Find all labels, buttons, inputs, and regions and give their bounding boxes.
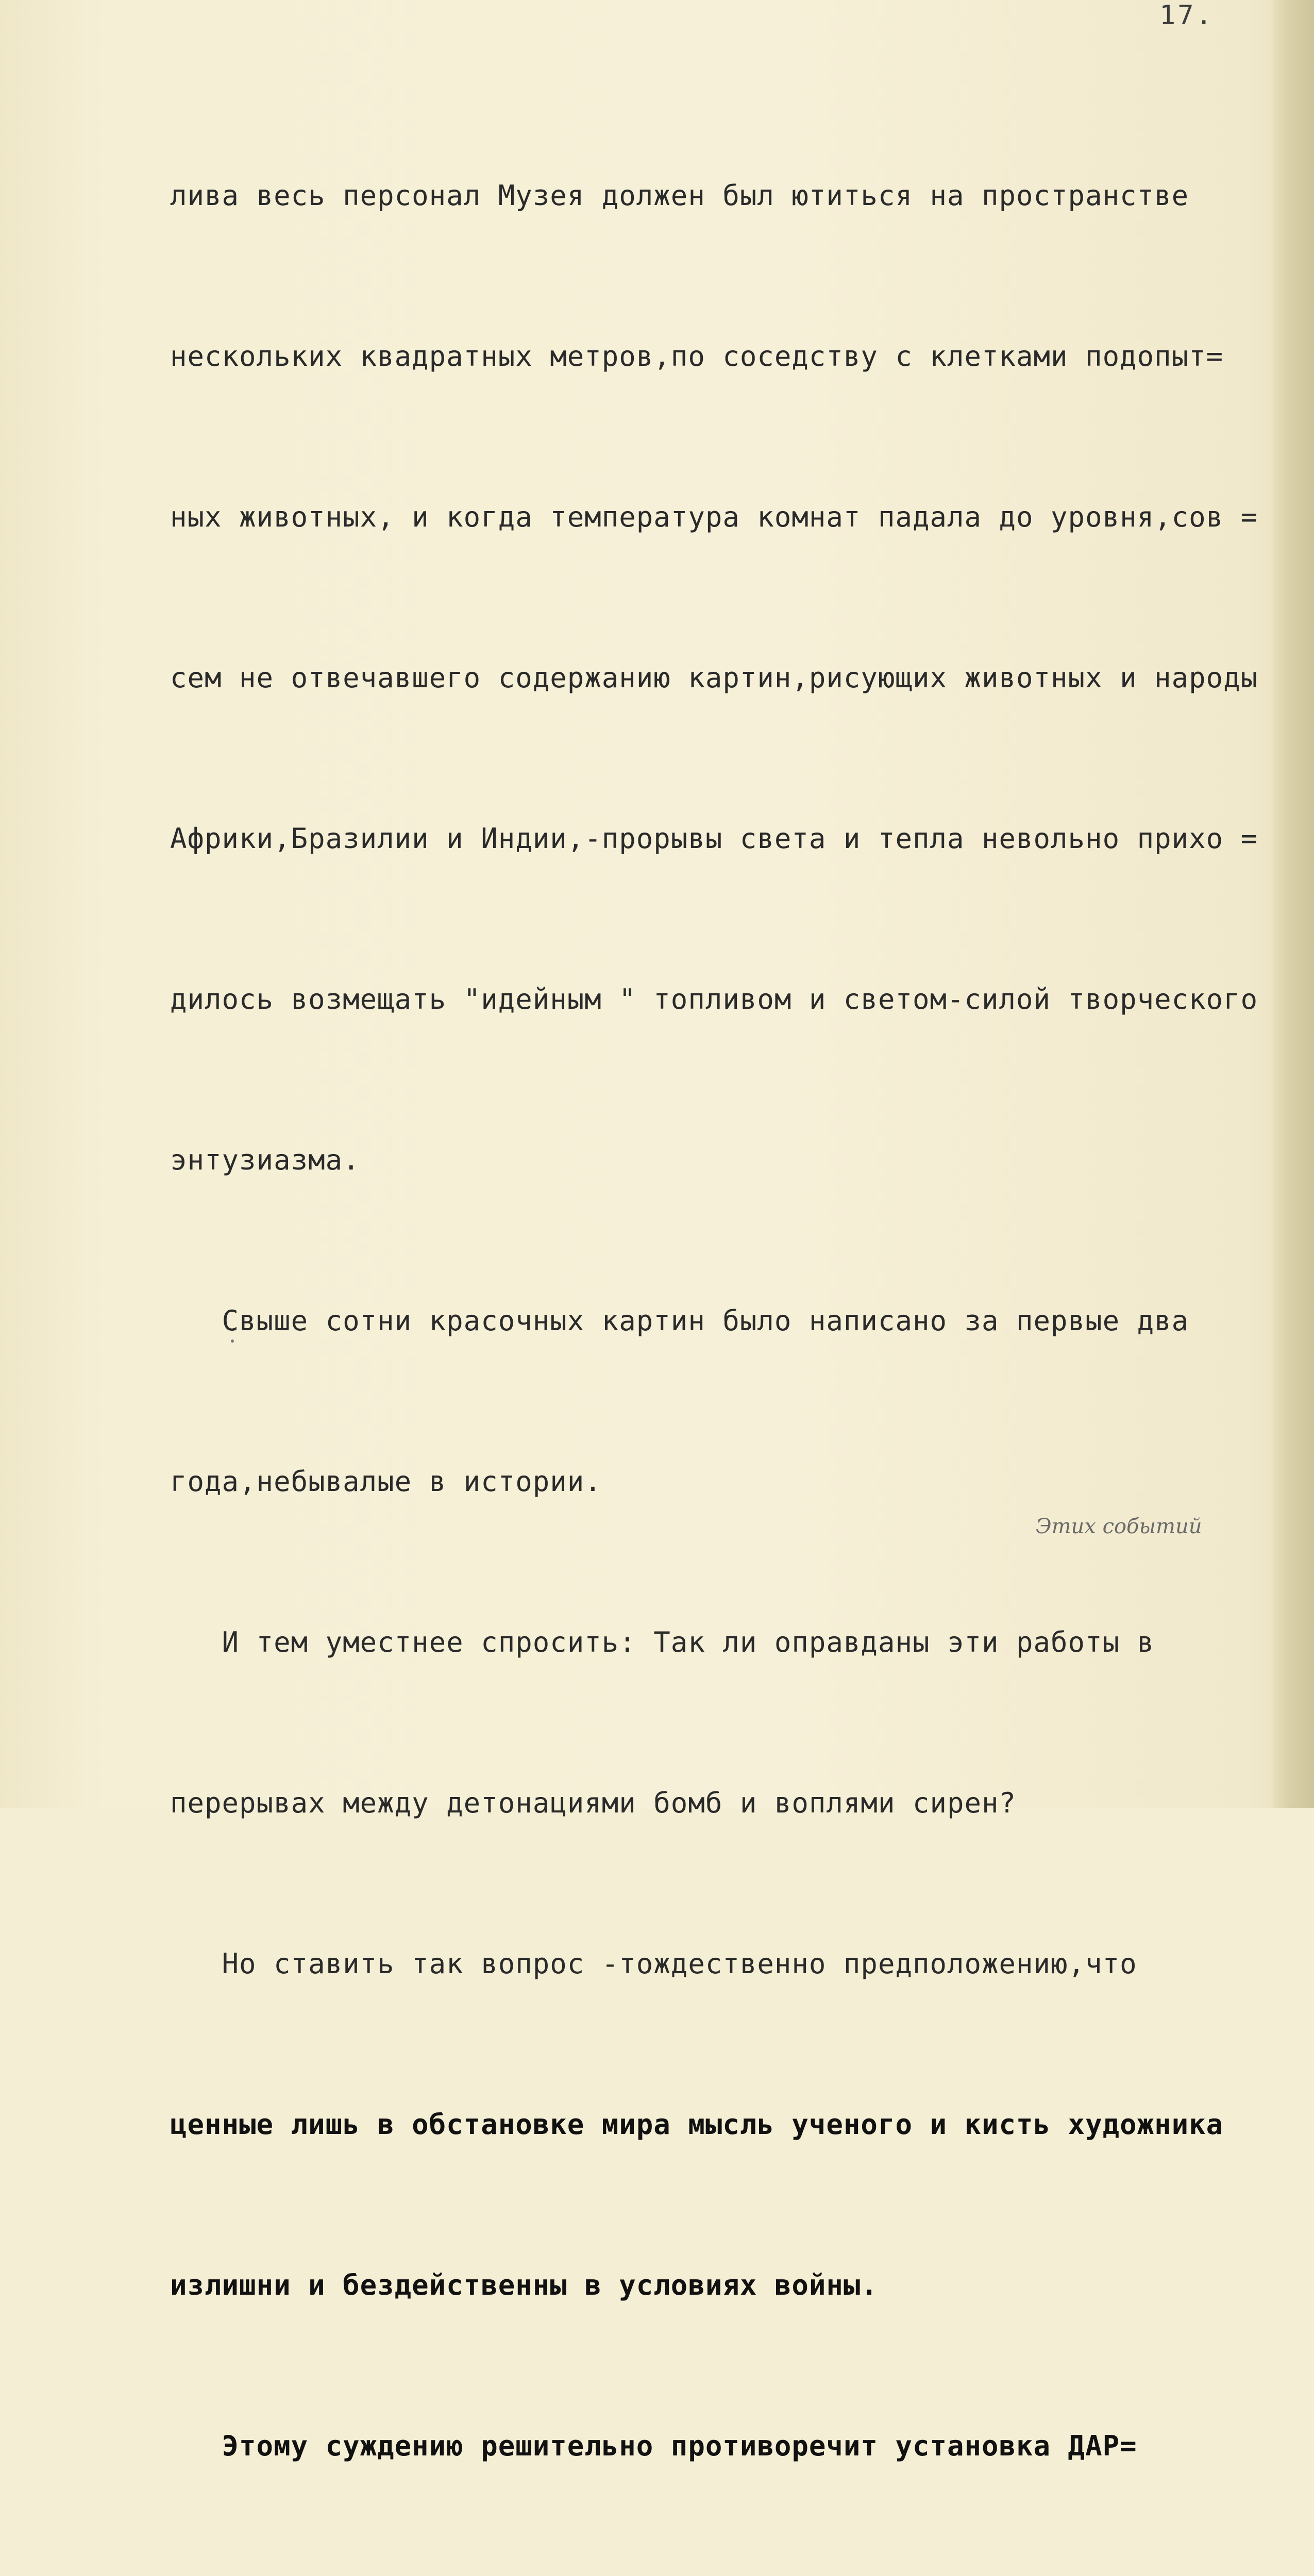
text-line: Но ставить так вопрос -тождественно предположению,что	[170, 1947, 1137, 1980]
paper-edge	[1273, 0, 1314, 1808]
text-line: излишни и бездейственны в условиях войны.	[170, 2269, 878, 2301]
text-line: энтузиазма.	[170, 1144, 360, 1176]
handwritten-margin-note: Этих событий	[1036, 1515, 1202, 1538]
text-line: ценные лишь в обстановке мира мысль ученого и кисть художника	[170, 2108, 1224, 2141]
text-line: ных животных, и когда температура комнат падала до уровня,сов =	[170, 501, 1258, 533]
text-line: года,небывалые в истории.	[170, 1465, 602, 1498]
text-line: лива весь персонал Музея должен был ютиться на пространстве	[170, 179, 1189, 212]
text-line: нескольких квадратных метров,по соседству с клетками подопыт=	[170, 340, 1224, 372]
text-line: сем не отвечавшего содержанию картин,рисующих животных и народы	[170, 662, 1258, 694]
text-line: перерывах между детонациями бомб и воплями сирен?	[170, 1787, 1017, 1819]
text-line: дилось возмещать "идейным " топливом и светом-силой творческого	[170, 983, 1258, 1015]
page-number: 17.	[1159, 0, 1214, 31]
text-line: И тем уместнее спросить: Так ли оправданы эти работы в	[170, 1626, 1155, 1658]
text-line: Африки,Бразилии и Индии,-прорывы света и тепла невольно прихо =	[170, 822, 1258, 855]
text-line: Этому суждению решительно противоречит установка ДАР=	[170, 2430, 1137, 2462]
text-line: Свыше сотни красочных картин было написано за первые два	[170, 1304, 1189, 1337]
body-text	[170, 62, 1278, 2576]
